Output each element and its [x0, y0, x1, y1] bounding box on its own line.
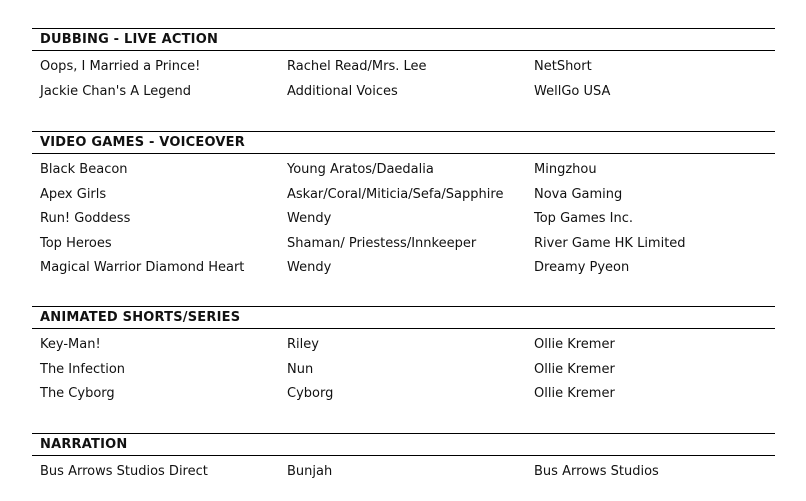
credit-list — [32, 460, 775, 485]
role: Bunjah — [287, 464, 333, 479]
role: Shaman/ Priestess/Innkeeper — [287, 235, 477, 251]
role: Askar/Coral/Miticia/Sefa/Sapphire — [287, 186, 504, 202]
project-title: Key-Man! — [40, 337, 101, 352]
project-title: Black Beacon — [40, 162, 128, 177]
section-title: ANIMATED SHORTS/SERIES — [32, 306, 775, 329]
role: Additional Voices — [287, 83, 398, 99]
credit-list — [32, 158, 775, 281]
project-title: Magical Warrior Diamond Heart — [40, 260, 245, 275]
role: Young Aratos/Daedalia — [287, 162, 434, 177]
credit-row — [32, 183, 775, 208]
company: Ollie Kremer — [534, 337, 615, 352]
section-title: DUBBING - LIVE ACTION — [32, 28, 775, 51]
credit-list — [32, 55, 775, 104]
credit-row — [32, 232, 775, 257]
credit-row — [32, 207, 775, 232]
project-title: The Cyborg — [40, 386, 115, 401]
credit-row — [32, 382, 775, 407]
company: Ollie Kremer — [534, 386, 615, 401]
credit-row — [32, 256, 775, 281]
company: WellGo USA — [534, 83, 611, 99]
company: Bus Arrows Studios — [534, 464, 659, 479]
project-title: Run! Goddess — [40, 211, 131, 226]
role: Rachel Read/Mrs. Lee — [287, 59, 427, 74]
role: Wendy — [287, 211, 332, 226]
project-title: Jackie Chan's A Legend — [40, 83, 191, 99]
company: Mingzhou — [534, 162, 597, 177]
role: Wendy — [287, 260, 332, 275]
company: Dreamy Pyeon — [534, 260, 630, 275]
credit-list — [32, 333, 775, 407]
project-title: Top Heroes — [40, 235, 112, 251]
section-narration — [32, 433, 775, 485]
credit-row — [32, 460, 775, 485]
company: Nova Gaming — [534, 186, 623, 202]
credit-row — [32, 55, 775, 80]
project-title: Bus Arrows Studios Direct — [40, 464, 208, 479]
company: River Game HK Limited — [534, 235, 686, 251]
project-title: Oops, I Married a Prince! — [40, 59, 201, 74]
section-title: VIDEO GAMES - VOICEOVER — [32, 131, 775, 154]
company: NetShort — [534, 59, 592, 74]
role: Riley — [287, 337, 319, 352]
role: Nun — [287, 361, 314, 377]
section-video-games-voiceover — [32, 131, 775, 281]
company: Ollie Kremer — [534, 361, 615, 377]
company: Top Games Inc. — [534, 211, 634, 226]
credit-row — [32, 358, 775, 383]
credit-row — [32, 333, 775, 358]
section-dubbing-live-action — [32, 28, 775, 104]
section-animated-shorts-series — [32, 306, 775, 407]
credit-row — [32, 158, 775, 183]
project-title: Apex Girls — [40, 186, 107, 202]
section-title: NARRATION — [32, 433, 775, 456]
role: Cyborg — [287, 386, 334, 401]
credit-row — [32, 80, 775, 105]
project-title: The Infection — [40, 361, 126, 377]
